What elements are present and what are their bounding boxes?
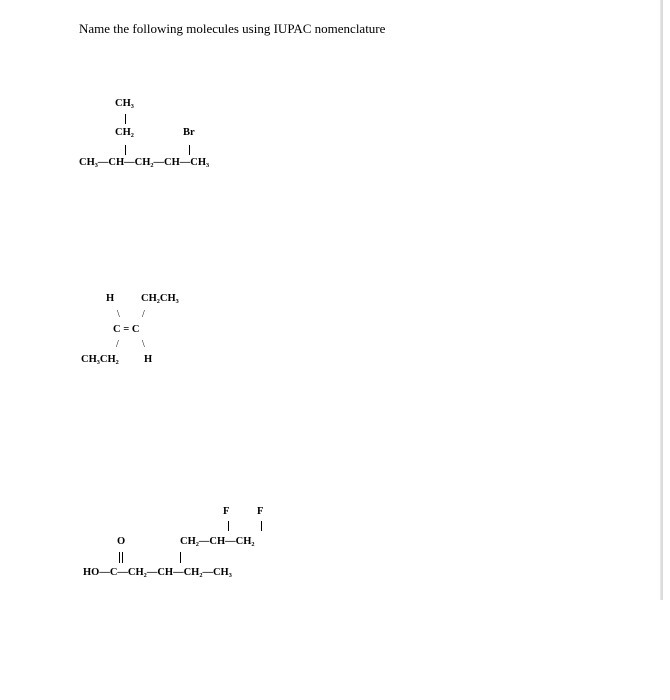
single-bond-diagonal: / bbox=[142, 309, 145, 320]
hydrogen-label: H bbox=[144, 354, 153, 365]
carbonyl-oxygen: O bbox=[117, 536, 126, 547]
double-bond-vertical bbox=[119, 552, 123, 563]
single-bond-diagonal: \ bbox=[142, 339, 145, 350]
single-bond-vertical bbox=[125, 145, 126, 155]
ch2-substituent: CH₂ bbox=[115, 127, 134, 138]
single-bond-vertical bbox=[228, 521, 229, 531]
single-bond-vertical bbox=[189, 145, 190, 155]
double-bond-c-c: C = C bbox=[113, 324, 140, 335]
ethyl-group: CH₃CH₂ bbox=[81, 354, 119, 365]
bromine-label: Br bbox=[183, 127, 195, 138]
hydrogen-label: H bbox=[106, 293, 115, 304]
fluorine-label: F bbox=[223, 506, 230, 517]
ch3-substituent: CH₃ bbox=[115, 98, 134, 109]
ethyl-group: CH₂CH₃ bbox=[141, 293, 179, 304]
single-bond-vertical bbox=[261, 521, 262, 531]
single-bond-diagonal: \ bbox=[117, 309, 120, 320]
fluorine-label: F bbox=[257, 506, 264, 517]
single-bond-diagonal: / bbox=[116, 339, 119, 350]
single-bond-vertical bbox=[125, 114, 126, 124]
branch-chain: CH₂—CH—CH₂ bbox=[180, 536, 255, 547]
single-bond-vertical bbox=[180, 552, 181, 563]
main-chain: HO—C—CH₂—CH—CH₂—CH₃ bbox=[83, 567, 232, 578]
instruction-text: Name the following molecules using IUPAC nomenclature bbox=[79, 21, 386, 36]
main-chain: CH₃—CH—CH₂—CH—CH₃ bbox=[79, 157, 210, 168]
page-edge bbox=[660, 0, 663, 600]
